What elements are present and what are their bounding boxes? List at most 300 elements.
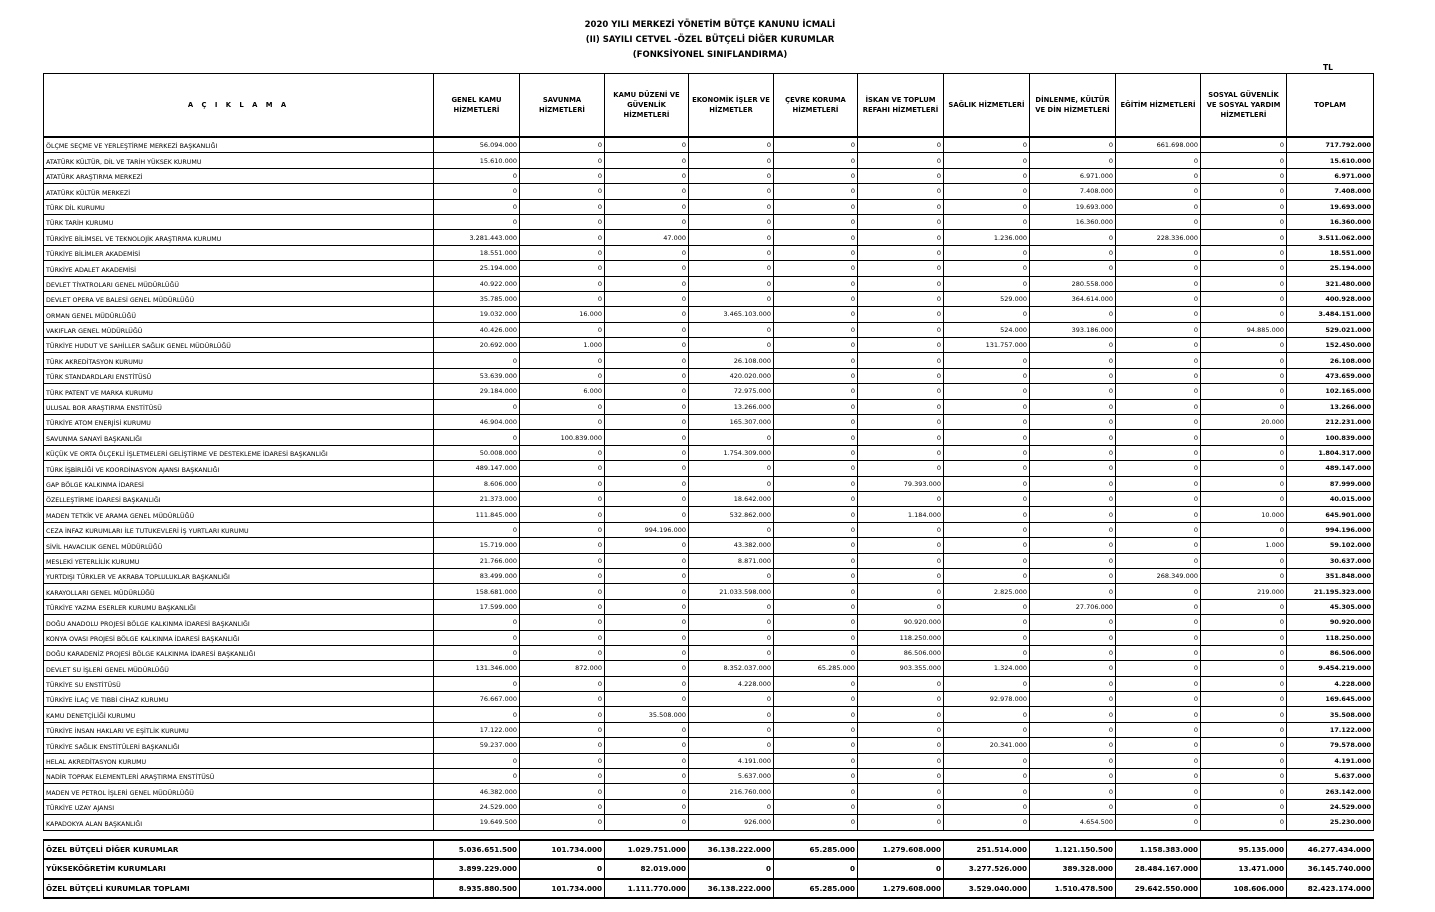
value-cell: 0 (858, 261, 944, 276)
institution-name-cell: TÜRKİYE ADALET AKADEMİSİ (44, 261, 434, 276)
value-cell: 0 (1030, 707, 1116, 722)
value-cell: 0 (605, 384, 689, 399)
table-row (44, 261, 1374, 276)
value-cell: 0 (520, 753, 605, 768)
value-cell: 0 (944, 615, 1030, 630)
institution-name-cell: MESLEKİ YETERLİLİK KURUMU (44, 553, 434, 568)
value-cell: 0 (1116, 630, 1201, 645)
table-row (44, 799, 1374, 814)
institution-name-cell: TÜRK PATENT VE MARKA KURUMU (44, 384, 434, 399)
total-cell: 102.165.000 (1287, 384, 1374, 399)
value-cell: 3.277.526.000 (944, 859, 1030, 879)
value-cell: 0 (605, 153, 689, 168)
table-row (44, 784, 1374, 799)
institution-name-cell: MADEN TETKİK VE ARAMA GENEL MÜDÜRLÜĞÜ (44, 507, 434, 522)
value-cell: 0 (1201, 568, 1287, 583)
value-cell: 0 (520, 692, 605, 707)
value-cell: 0 (944, 399, 1030, 414)
value-cell: 0 (774, 230, 858, 245)
value-cell: 0 (689, 630, 774, 645)
value-cell: 29.184.000 (434, 384, 520, 399)
value-cell: 0 (520, 522, 605, 537)
value-cell: 0 (605, 815, 689, 830)
value-cell: 29.642.550.000 (1116, 879, 1201, 899)
total-cell: 994.196.000 (1287, 522, 1374, 537)
value-cell: 0 (1201, 384, 1287, 399)
value-cell: 4.191.000 (689, 753, 774, 768)
table-row (44, 276, 1374, 291)
value-cell: 0 (605, 214, 689, 229)
value-cell: 0 (1116, 769, 1201, 784)
value-cell: 0 (520, 230, 605, 245)
value-cell: 0 (605, 461, 689, 476)
value-cell: 0 (774, 584, 858, 599)
value-cell: 95.135.000 (1201, 840, 1287, 860)
institution-name-cell: TÜRKİYE HUDUT VE SAHİLLER SAĞLIK GENEL MÜDÜRLÜĞÜ (44, 338, 434, 353)
value-cell: 1.236.000 (944, 230, 1030, 245)
column-header: KAMU DÜZENİ VE GÜVENLİK HİZMETLERİ (605, 74, 689, 138)
value-cell: 0 (774, 353, 858, 368)
institution-name-cell: KÜÇÜK VE ORTA ÖLÇEKLİ İŞLETMELERİ GELİŞTİRME VE DESTEKLEME İDARESİ BAŞKANLIĞI (44, 445, 434, 460)
value-cell: 0 (605, 399, 689, 414)
value-cell: 158.681.000 (434, 584, 520, 599)
value-cell: 0 (434, 630, 520, 645)
value-cell: 0 (944, 461, 1030, 476)
value-cell: 0 (944, 645, 1030, 660)
value-cell: 0 (689, 184, 774, 199)
value-cell: 994.196.000 (605, 522, 689, 537)
value-cell: 0 (774, 368, 858, 383)
total-cell: 16.360.000 (1287, 214, 1374, 229)
value-cell: 0 (1116, 799, 1201, 814)
value-cell: 216.760.000 (689, 784, 774, 799)
value-cell: 926.000 (689, 815, 774, 830)
value-cell: 0 (605, 168, 689, 183)
value-cell: 0 (605, 599, 689, 614)
value-cell: 0 (605, 645, 689, 660)
value-cell: 36.138.222.000 (689, 879, 774, 899)
value-cell: 0 (1116, 430, 1201, 445)
value-cell: 364.614.000 (1030, 291, 1116, 306)
institution-name-cell: TÜRKİYE SAĞLIK ENSTİTÜLERİ BAŞKANLIĞI (44, 738, 434, 753)
value-cell: 16.360.000 (1030, 214, 1116, 229)
value-cell: 0 (520, 461, 605, 476)
value-cell: 0 (858, 153, 944, 168)
table-row (44, 538, 1374, 553)
value-cell: 0 (1116, 722, 1201, 737)
value-cell: 0 (434, 168, 520, 183)
value-cell: 0 (520, 168, 605, 183)
value-cell: 0 (605, 676, 689, 691)
value-cell: 0 (944, 353, 1030, 368)
total-cell: 79.578.000 (1287, 738, 1374, 753)
value-cell: 90.920.000 (858, 615, 944, 630)
total-cell: 5.637.000 (1287, 769, 1374, 784)
value-cell: 56.094.000 (434, 137, 520, 153)
value-cell: 0 (774, 307, 858, 322)
value-cell: 100.839.000 (520, 430, 605, 445)
value-cell: 1.029.751.000 (605, 840, 689, 860)
value-cell: 0 (1116, 168, 1201, 183)
value-cell: 872.000 (520, 661, 605, 676)
value-cell: 0 (605, 245, 689, 260)
value-cell: 0 (434, 199, 520, 214)
value-cell: 0 (689, 214, 774, 229)
value-cell: 0 (1116, 707, 1201, 722)
institution-name-cell: KAPADOKYA ALAN BAŞKANLIĞI (44, 815, 434, 830)
value-cell: 0 (1201, 214, 1287, 229)
value-cell: 0 (520, 153, 605, 168)
value-cell: 0 (1116, 399, 1201, 414)
column-header: SAĞLIK HİZMETLERİ (944, 74, 1030, 138)
value-cell: 0 (1030, 722, 1116, 737)
total-cell: 59.102.000 (1287, 538, 1374, 553)
table-row (44, 692, 1374, 707)
value-cell: 0 (1201, 522, 1287, 537)
table-row (44, 399, 1374, 414)
value-cell: 0 (1201, 230, 1287, 245)
total-cell: 529.021.000 (1287, 322, 1374, 337)
value-cell: 165.307.000 (689, 415, 774, 430)
value-cell: 0 (774, 784, 858, 799)
value-cell: 0 (774, 815, 858, 830)
value-cell: 20.000 (1201, 415, 1287, 430)
value-cell: 1.279.608.000 (858, 879, 944, 899)
value-cell: 0 (520, 291, 605, 306)
document-titles (0, 18, 1420, 63)
value-cell: 0 (1116, 692, 1201, 707)
institution-name-cell: ÖZELLEŞTİRME İDARESİ BAŞKANLIĞI (44, 491, 434, 506)
value-cell: 0 (520, 476, 605, 491)
value-cell: 0 (689, 476, 774, 491)
value-cell: 0 (774, 322, 858, 337)
value-cell: 0 (605, 568, 689, 583)
value-cell: 0 (1116, 353, 1201, 368)
value-cell: 35.508.000 (605, 707, 689, 722)
value-cell: 101.734.000 (520, 840, 605, 860)
institution-name-cell: DEVLET SU İŞLERİ GENEL MÜDÜRLÜĞÜ (44, 661, 434, 676)
total-cell: 87.999.000 (1287, 476, 1374, 491)
value-cell: 524.000 (944, 322, 1030, 337)
value-cell: 0 (689, 168, 774, 183)
value-cell: 0 (689, 645, 774, 660)
summary-row (44, 859, 1374, 879)
total-cell: 4.191.000 (1287, 753, 1374, 768)
value-cell: 50.008.000 (434, 445, 520, 460)
value-cell: 83.499.000 (434, 568, 520, 583)
value-cell: 19.032.000 (434, 307, 520, 322)
title-line-2: (II) SAYILI CETVEL -ÖZEL BÜTÇELİ DİĞER KURUMLAR (585, 35, 835, 45)
institution-name-cell: DEVLET OPERA VE BALESİ GENEL MÜDÜRLÜĞÜ (44, 291, 434, 306)
column-header: GENEL KAMU HİZMETLERİ (434, 74, 520, 138)
value-cell: 0 (1201, 676, 1287, 691)
value-cell: 0 (1116, 815, 1201, 830)
value-cell: 0 (1116, 184, 1201, 199)
value-cell: 40.426.000 (434, 322, 520, 337)
value-cell: 35.785.000 (434, 291, 520, 306)
value-cell: 0 (944, 722, 1030, 737)
value-cell: 0 (520, 707, 605, 722)
value-cell: 0 (774, 676, 858, 691)
value-cell: 10.000 (1201, 507, 1287, 522)
value-cell: 0 (605, 338, 689, 353)
value-cell: 65.285.000 (774, 661, 858, 676)
total-cell: 473.659.000 (1287, 368, 1374, 383)
value-cell: 25.194.000 (434, 261, 520, 276)
value-cell: 0 (520, 214, 605, 229)
value-cell: 0 (1201, 707, 1287, 722)
value-cell: 0 (605, 630, 689, 645)
value-cell: 0 (774, 645, 858, 660)
total-cell: 21.195.323.000 (1287, 584, 1374, 599)
value-cell: 0 (1201, 799, 1287, 814)
total-cell: 3.484.151.000 (1287, 307, 1374, 322)
value-cell: 0 (774, 538, 858, 553)
value-cell: 27.706.000 (1030, 599, 1116, 614)
value-cell: 0 (1116, 261, 1201, 276)
table-row (44, 415, 1374, 430)
value-cell: 15.719.000 (434, 538, 520, 553)
institution-name-cell: VAKIFLAR GENEL MÜDÜRLÜĞÜ (44, 322, 434, 337)
value-cell: 131.346.000 (434, 661, 520, 676)
value-cell: 3.281.443.000 (434, 230, 520, 245)
value-cell: 0 (1030, 430, 1116, 445)
value-cell: 0 (1030, 538, 1116, 553)
value-cell: 0 (944, 245, 1030, 260)
value-cell: 6.000 (520, 384, 605, 399)
value-cell: 0 (774, 261, 858, 276)
value-cell: 0 (858, 538, 944, 553)
value-cell: 8.606.000 (434, 476, 520, 491)
value-cell: 0 (689, 799, 774, 814)
value-cell: 0 (605, 137, 689, 153)
table-row (44, 322, 1374, 337)
institution-name-cell: TÜRK İŞBİRLİĞİ VE KOORDİNASYON AJANSI BAŞKANLIĞI (44, 461, 434, 476)
value-cell: 0 (774, 722, 858, 737)
table-row (44, 630, 1374, 645)
value-cell: 111.845.000 (434, 507, 520, 522)
value-cell: 0 (1116, 676, 1201, 691)
value-cell: 0 (1116, 153, 1201, 168)
table-row (44, 153, 1374, 168)
table-row (44, 245, 1374, 260)
value-cell: 0 (1030, 399, 1116, 414)
value-cell: 0 (774, 184, 858, 199)
value-cell: 0 (605, 476, 689, 491)
value-cell: 0 (520, 784, 605, 799)
value-cell: 0 (520, 261, 605, 276)
value-cell: 0 (689, 568, 774, 583)
value-cell: 0 (605, 199, 689, 214)
institution-name-cell: SAVUNMA SANAYİ BAŞKANLIĞI (44, 430, 434, 445)
value-cell: 0 (689, 522, 774, 537)
value-cell: 0 (774, 153, 858, 168)
value-cell: 21.033.598.000 (689, 584, 774, 599)
value-cell: 0 (1116, 445, 1201, 460)
value-cell: 0 (944, 445, 1030, 460)
value-cell: 0 (1201, 137, 1287, 153)
value-cell: 65.285.000 (774, 840, 858, 860)
value-cell: 21.373.000 (434, 491, 520, 506)
total-cell: 25.194.000 (1287, 261, 1374, 276)
value-cell: 0 (774, 753, 858, 768)
value-cell: 0 (520, 676, 605, 691)
summary-row (44, 840, 1374, 860)
value-cell: 0 (434, 353, 520, 368)
table-row (44, 753, 1374, 768)
value-cell: 0 (1030, 338, 1116, 353)
table-row (44, 568, 1374, 583)
value-cell: 0 (520, 399, 605, 414)
value-cell: 0 (858, 368, 944, 383)
value-cell: 0 (944, 261, 1030, 276)
value-cell: 0 (858, 738, 944, 753)
value-cell: 0 (1030, 676, 1116, 691)
value-cell: 0 (944, 214, 1030, 229)
currency-unit: TL (1323, 63, 1333, 72)
institution-name-cell: DOĞU KARADENİZ PROJESİ BÖLGE KALKINMA İDARESİ BAŞKANLIĞI (44, 645, 434, 660)
column-header: SAVUNMA HİZMETLERİ (520, 74, 605, 138)
value-cell: 0 (605, 430, 689, 445)
value-cell: 0 (605, 415, 689, 430)
total-cell: 321.480.000 (1287, 276, 1374, 291)
total-cell: 13.266.000 (1287, 399, 1374, 414)
value-cell: 72.975.000 (689, 384, 774, 399)
value-cell: 13.471.000 (1201, 859, 1287, 879)
value-cell: 0 (1116, 584, 1201, 599)
value-cell: 0 (1201, 430, 1287, 445)
value-cell: 0 (944, 276, 1030, 291)
value-cell: 0 (858, 707, 944, 722)
value-cell: 0 (520, 137, 605, 153)
value-cell: 65.285.000 (774, 879, 858, 899)
value-cell: 1.754.309.000 (689, 445, 774, 460)
total-cell: 717.792.000 (1287, 137, 1374, 153)
value-cell: 0 (944, 753, 1030, 768)
value-cell: 0 (520, 769, 605, 784)
value-cell: 0 (520, 599, 605, 614)
value-cell: 0 (774, 384, 858, 399)
total-cell: 1.804.317.000 (1287, 445, 1374, 460)
value-cell: 0 (520, 353, 605, 368)
value-cell: 40.922.000 (434, 276, 520, 291)
value-cell: 0 (1116, 368, 1201, 383)
value-cell: 0 (1201, 630, 1287, 645)
value-cell: 0 (1116, 214, 1201, 229)
value-cell: 0 (944, 368, 1030, 383)
value-cell: 0 (1030, 307, 1116, 322)
table-row (44, 368, 1374, 383)
value-cell: 529.000 (944, 291, 1030, 306)
institution-name-cell: TÜRK AKREDİTASYON KURUMU (44, 353, 434, 368)
value-cell: 0 (858, 722, 944, 737)
value-cell: 0 (858, 491, 944, 506)
value-cell: 0 (774, 859, 858, 879)
value-cell: 19.693.000 (1030, 199, 1116, 214)
value-cell: 0 (689, 430, 774, 445)
value-cell: 3.529.040.000 (944, 879, 1030, 899)
column-header: EĞİTİM HİZMETLERİ (1116, 74, 1201, 138)
institution-name-cell: TÜRKİYE SU ENSTİTÜSÜ (44, 676, 434, 691)
institution-name-cell: TÜRK DİL KURUMU (44, 199, 434, 214)
value-cell: 0 (1201, 645, 1287, 660)
value-cell: 0 (1201, 738, 1287, 753)
value-cell: 0 (689, 599, 774, 614)
value-cell: 0 (1030, 137, 1116, 153)
value-cell: 0 (944, 384, 1030, 399)
table-row (44, 353, 1374, 368)
value-cell: 0 (1030, 368, 1116, 383)
value-cell: 0 (1201, 599, 1287, 614)
table-row (44, 769, 1374, 784)
value-cell: 0 (858, 322, 944, 337)
value-cell: 0 (1201, 445, 1287, 460)
value-cell: 251.514.000 (944, 840, 1030, 860)
table-row (44, 676, 1374, 691)
value-cell: 0 (774, 491, 858, 506)
institution-name-cell: YURTDIŞI TÜRKLER VE AKRABA TOPLULUKLAR BAŞKANLIĞI (44, 568, 434, 583)
value-cell: 92.978.000 (944, 692, 1030, 707)
value-cell: 0 (1116, 461, 1201, 476)
table-row (44, 307, 1374, 322)
value-cell: 0 (858, 276, 944, 291)
value-cell: 0 (520, 799, 605, 814)
total-cell: 46.277.434.000 (1287, 840, 1374, 860)
value-cell: 280.558.000 (1030, 276, 1116, 291)
value-cell: 0 (774, 553, 858, 568)
value-cell: 0 (944, 184, 1030, 199)
value-cell: 0 (1030, 692, 1116, 707)
value-cell: 0 (944, 799, 1030, 814)
value-cell: 0 (1116, 491, 1201, 506)
value-cell: 0 (944, 815, 1030, 830)
total-cell: 7.408.000 (1287, 184, 1374, 199)
total-cell: 30.637.000 (1287, 553, 1374, 568)
value-cell: 1.324.000 (944, 661, 1030, 676)
value-cell: 0 (605, 722, 689, 737)
value-cell: 0 (858, 461, 944, 476)
total-cell: 45.305.000 (1287, 599, 1374, 614)
value-cell: 118.250.000 (858, 630, 944, 645)
value-cell: 0 (605, 291, 689, 306)
table-row (44, 722, 1374, 737)
value-cell: 0 (1201, 338, 1287, 353)
value-cell: 0 (1030, 384, 1116, 399)
value-cell: 0 (1201, 753, 1287, 768)
table-row (44, 168, 1374, 183)
value-cell: 0 (774, 568, 858, 583)
value-cell: 0 (1201, 353, 1287, 368)
value-cell: 0 (858, 291, 944, 306)
value-cell: 0 (858, 230, 944, 245)
total-cell: 212.231.000 (1287, 415, 1374, 430)
value-cell: 1.111.770.000 (605, 879, 689, 899)
table-row (44, 137, 1374, 153)
value-cell: 0 (434, 753, 520, 768)
value-cell: 0 (689, 322, 774, 337)
value-cell: 0 (605, 584, 689, 599)
value-cell: 0 (520, 645, 605, 660)
value-cell: 0 (774, 276, 858, 291)
column-header: İSKAN VE TOPLUM REFAHI HİZMETLERİ (858, 74, 944, 138)
value-cell: 0 (1030, 645, 1116, 660)
value-cell: 1.279.608.000 (858, 840, 944, 860)
total-cell: 25.230.000 (1287, 815, 1374, 830)
value-cell: 0 (605, 322, 689, 337)
value-cell: 0 (1116, 738, 1201, 753)
institution-name-cell: KARAYOLLARI GENEL MÜDÜRLÜĞÜ (44, 584, 434, 599)
total-cell: 82.423.174.000 (1287, 879, 1374, 899)
